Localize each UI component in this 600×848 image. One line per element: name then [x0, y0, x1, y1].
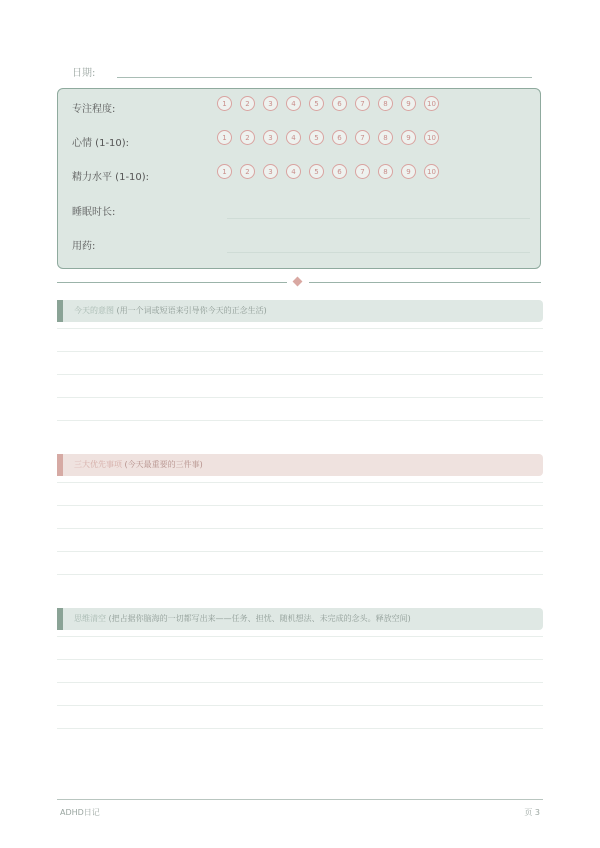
diamond-ornament-icon: [293, 277, 303, 287]
energy-rating-9[interactable]: 9: [401, 164, 416, 179]
date-label: 日期:: [72, 68, 96, 79]
writing-line[interactable]: [57, 420, 543, 421]
section-subtitle: (把占据你脑海的一切都写出来——任务、担忧、随机想法、未完成的念头。释放空间): [108, 614, 411, 623]
sleep-input-line[interactable]: [227, 218, 530, 219]
energy-row: [72, 164, 530, 184]
writing-line[interactable]: [57, 728, 543, 729]
writing-line[interactable]: [57, 528, 543, 529]
focus-rating-4[interactable]: 4: [286, 96, 301, 111]
focus-rating-8[interactable]: 8: [378, 96, 393, 111]
focus-rating-1[interactable]: 1: [217, 96, 232, 111]
divider-line-right: [309, 282, 541, 283]
section-subtitle: (用一个词或短语来引导你今天的正念生活): [116, 306, 267, 315]
focus-rating-9[interactable]: 9: [401, 96, 416, 111]
writing-line[interactable]: [57, 636, 543, 637]
mood-rating-5[interactable]: 5: [309, 130, 324, 145]
energy-rating-2[interactable]: 2: [240, 164, 255, 179]
sleep-row: [72, 199, 530, 219]
writing-line[interactable]: [57, 374, 543, 375]
energy-label: 精力水平 (1-10):: [72, 172, 150, 183]
energy-rating-5[interactable]: 5: [309, 164, 324, 179]
section-subtitle: (今天最重要的三件事): [124, 460, 203, 469]
mood-scale: [217, 130, 447, 145]
energy-rating-3[interactable]: 3: [263, 164, 278, 179]
focus-rating-7[interactable]: 7: [355, 96, 370, 111]
section-accent-bar: [57, 608, 63, 630]
mood-rating-9[interactable]: 9: [401, 130, 416, 145]
focus-row: [72, 96, 530, 116]
focus-rating-3[interactable]: 3: [263, 96, 278, 111]
focus-rating-5[interactable]: 5: [309, 96, 324, 111]
daily-tracker-panel: [57, 88, 541, 269]
focus-rating-6[interactable]: 6: [332, 96, 347, 111]
section-title: 三大优先事项: [74, 460, 122, 469]
writing-line[interactable]: [57, 551, 543, 552]
section-title: 思维清空: [74, 614, 106, 623]
focus-rating-2[interactable]: 2: [240, 96, 255, 111]
mood-rating-4[interactable]: 4: [286, 130, 301, 145]
brain-dump-section-header: [57, 608, 543, 630]
mood-rating-7[interactable]: 7: [355, 130, 370, 145]
sleep-label: 睡眠时长:: [72, 207, 116, 218]
energy-rating-6[interactable]: 6: [332, 164, 347, 179]
medication-input-line[interactable]: [227, 252, 530, 253]
date-field[interactable]: [72, 64, 532, 80]
section-title: 今天的意图: [74, 306, 114, 315]
divider-line-left: [57, 282, 287, 283]
energy-rating-7[interactable]: 7: [355, 164, 370, 179]
focus-rating-10[interactable]: 10: [424, 96, 439, 111]
date-input-line[interactable]: [117, 77, 532, 78]
focus-label: 专注程度:: [72, 104, 116, 115]
writing-line[interactable]: [57, 659, 543, 660]
footer-rule: [57, 799, 543, 800]
writing-line[interactable]: [57, 574, 543, 575]
mood-rating-10[interactable]: 10: [424, 130, 439, 145]
mood-rating-3[interactable]: 3: [263, 130, 278, 145]
priorities-section-header: [57, 454, 543, 476]
mood-rating-6[interactable]: 6: [332, 130, 347, 145]
writing-line[interactable]: [57, 505, 543, 506]
section-accent-bar: [57, 300, 63, 322]
section-divider: [57, 277, 541, 287]
energy-rating-8[interactable]: 8: [378, 164, 393, 179]
writing-line[interactable]: [57, 682, 543, 683]
writing-line[interactable]: [57, 328, 543, 329]
writing-line[interactable]: [57, 705, 543, 706]
writing-line[interactable]: [57, 397, 543, 398]
footer-journal-name: ADHD日记: [60, 808, 100, 817]
writing-line[interactable]: [57, 482, 543, 483]
energy-rating-4[interactable]: 4: [286, 164, 301, 179]
mood-label: 心情 (1-10):: [72, 138, 130, 149]
footer-page-number: 页 3: [524, 808, 540, 817]
mood-rating-1[interactable]: 1: [217, 130, 232, 145]
intention-section-header: [57, 300, 543, 322]
energy-rating-10[interactable]: 10: [424, 164, 439, 179]
mood-rating-8[interactable]: 8: [378, 130, 393, 145]
medication-label: 用药:: [72, 241, 96, 252]
writing-line[interactable]: [57, 351, 543, 352]
mood-rating-2[interactable]: 2: [240, 130, 255, 145]
medication-row: [72, 233, 530, 253]
energy-scale: [217, 164, 447, 179]
section-accent-bar: [57, 454, 63, 476]
mood-row: [72, 130, 530, 150]
focus-scale: [217, 96, 447, 111]
energy-rating-1[interactable]: 1: [217, 164, 232, 179]
